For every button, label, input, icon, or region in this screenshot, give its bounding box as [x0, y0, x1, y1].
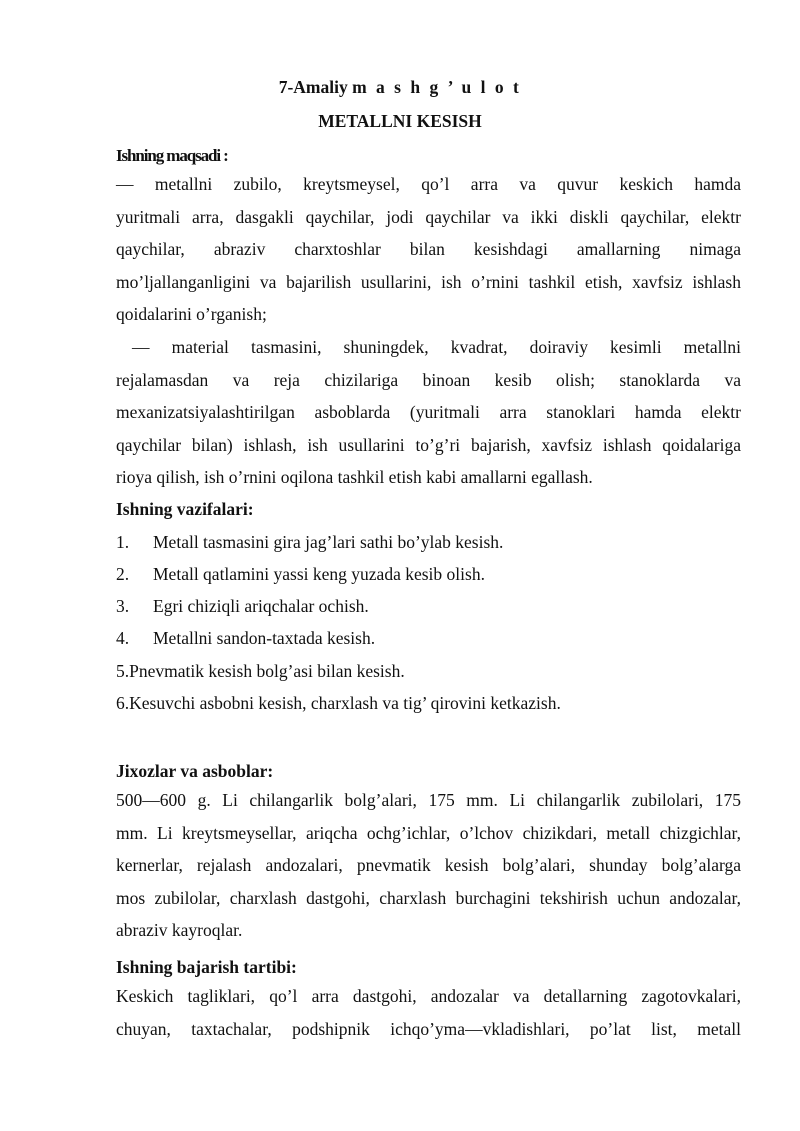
page-title [0, 76, 800, 98]
list-item [116, 627, 375, 649]
paragraph-line: qaychilar, abraziv charxtoshlar bilan kesishdagi amallarning nimaga [116, 239, 741, 260]
maqsad-paragraph-1 [116, 168, 741, 331]
list-number: 2. [116, 564, 130, 584]
list-number: 4. [116, 628, 130, 648]
list-number: 3. [116, 596, 130, 616]
list-item: 5.Pnevmatik kesish bolg’asi bilan kesish. [116, 661, 405, 681]
paragraph-line: yuritmali arra, dasgakli qaychilar, jodi qaychilar va ikki diskli qaychilar, elektr [116, 206, 741, 227]
paragraph-line: — metallni zubilo, kreytsmeysel, qo’l arra va quvur keskich hamda [116, 174, 741, 194]
list-text: Egri chiziqli ariqchalar ochish. [153, 596, 369, 616]
list-item [116, 595, 369, 617]
list-number: 1. [116, 532, 130, 552]
paragraph-line: 500—600 g. Li chilangarlik bolg’alari, 175 mm. Li chilangarlik zubilolari, 175 [116, 790, 741, 810]
jixozlar-paragraph [116, 784, 741, 947]
maqsad-paragraph-2 [116, 331, 741, 494]
paragraph-line: chuyan, taxtachalar, podshipnik ichqo’yma—vkladishlari, po’lat list, metall [116, 1018, 741, 1039]
tartibi-heading: Ishning bajarish tartibi: [116, 957, 297, 977]
list-text: Metall qatlamini yassi keng yuzada kesib olish. [153, 564, 485, 584]
paragraph-line: — material tasmasini, shuningdek, kvadrat, doiraviy kesimli metallni [132, 337, 741, 357]
title-spaced: m a s h g ’ u l o t [352, 77, 522, 97]
list-item [116, 531, 503, 553]
jixozlar-heading: Jixozlar va asboblar: [116, 761, 274, 781]
list-text: Metall tasmasini gira jag’lari sathi bo’ylab kesish. [153, 532, 504, 552]
tartibi-paragraph [116, 980, 741, 1045]
paragraph-line: kernerlar, rejalash andozalari, pnevmatik kesish bolg’alari, shunday bolg’alarga [116, 855, 741, 876]
paragraph-line: abraziv kayroqlar. [116, 920, 243, 941]
list-item [116, 563, 485, 585]
title-prefix: 7-Amaliy [278, 77, 348, 97]
list-item: 6.Kesuvchi asbobni kesish, charxlash va tig’ qirovini ketkazish. [116, 693, 561, 713]
paragraph-line: mexanizatsiyalashtirilgan asboblarda (yuritmali arra stanoklari hamda elektr [116, 402, 741, 423]
paragraph-line: Keskich tagliklari, qo’l arra dastgohi, andozalar va detallarning zagotovkalari, [116, 986, 741, 1006]
maqsad-heading: Ishning maqsadi : [116, 146, 228, 165]
paragraph-line: rejalamasdan va reja chizilariga binoan kesib olish; stanoklarda va [116, 369, 741, 390]
paragraph-line: rioya qilish, ish o’rnini oqilona tashkil etish kabi amallarni egallash. [116, 467, 593, 488]
paragraph-line: mos zubilolar, charxlash dastgohi, charxlash burchagini tekshirish uchun andozalar, [116, 887, 741, 908]
page-subtitle: METALLNI KESISH [318, 111, 482, 131]
vazifalar-heading: Ishning vazifalari: [116, 499, 254, 519]
paragraph-line: qaychilar bilan) ishlash, ish usullarini to’g’ri bajarish, xavfsiz ishlash qoidalariga [116, 434, 741, 455]
paragraph-line: mm. Li kreytsmeysellar, ariqcha ochg’ichlar, o’lchov chizikdari, metall chizgichlar, [116, 822, 741, 843]
paragraph-line: mo’ljallanganligini va bajarilish usullarini, ish o’rnini tashkil etish, xavfsiz ishlash [116, 271, 741, 292]
list-text: Metallni sandon-taxtada kesish. [153, 628, 376, 648]
paragraph-line: qoidalarini o’rganish; [116, 304, 267, 325]
